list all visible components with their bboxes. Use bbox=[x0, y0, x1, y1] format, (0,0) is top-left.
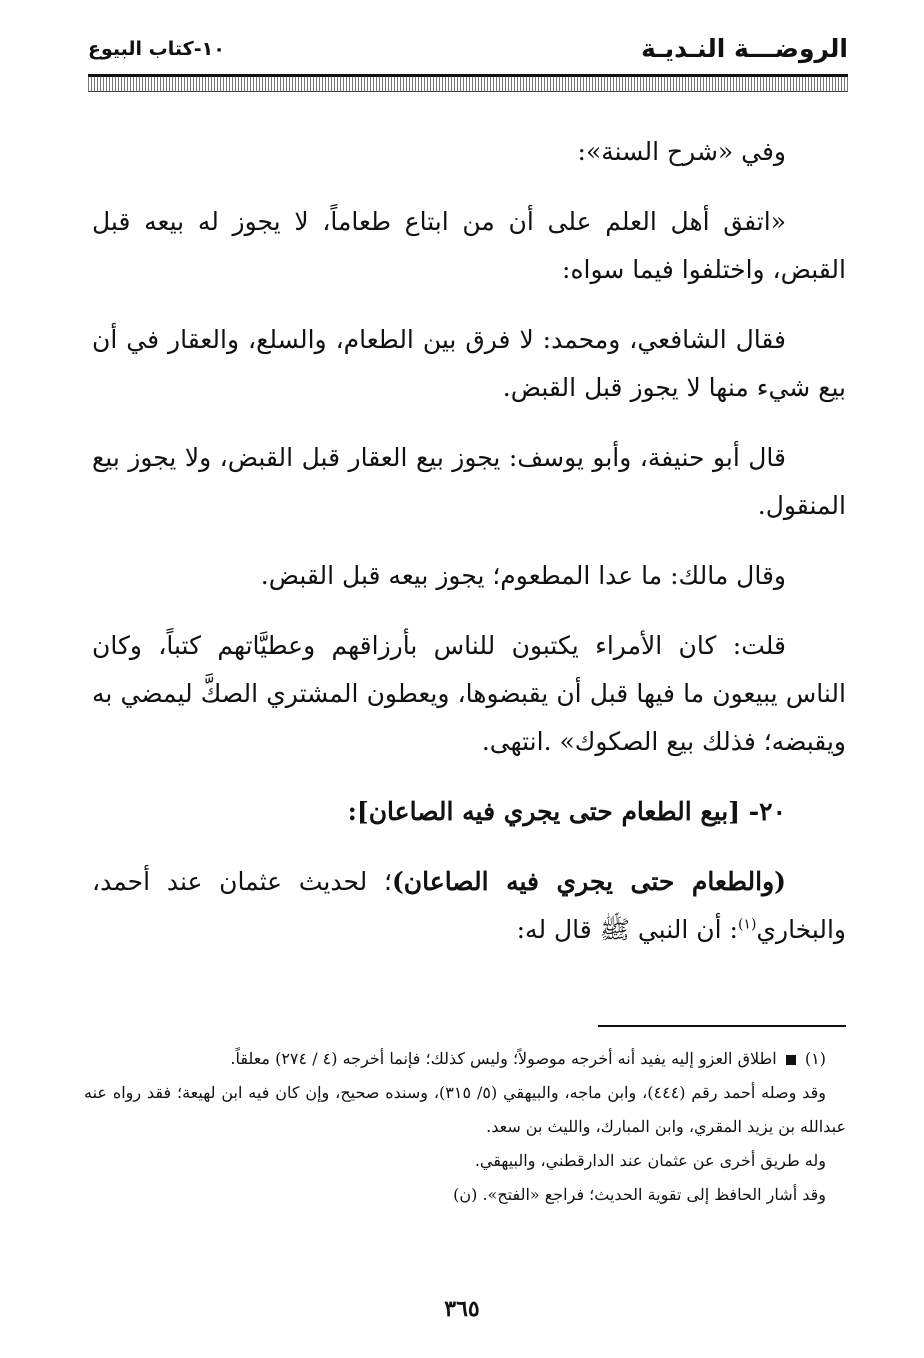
paragraph-6: قلت: كان الأمراء يكتبون للناس بأرزاقهم وعطيَّاتهم كتباً، وكان الناس يبيعون ما فيها قبل أن يقبضوها، ويعطون المشتري الصكَّ ليمضي به ويقبضه؛ فذلك بيع الصكوك» .انتهى. bbox=[92, 631, 846, 756]
footnote-line-4: وقد أشار الحافظ إلى تقوية الحديث؛ فراجع «الفتح». (ن) bbox=[453, 1185, 826, 1204]
footnote-ref: (١) bbox=[737, 916, 757, 933]
paragraph-3: فقال الشافعي، ومحمد: لا فرق بين الطعام، والسلع، والعقار في أن بيع شيء منها لا يجوز قبل القبض. bbox=[92, 325, 846, 402]
book-title: الروضـــة النـديـة bbox=[641, 34, 848, 63]
paragraph-4: قال أبو حنيفة، وأبو يوسف: يجوز بيع العقار قبل القبض، ولا يجوز بيع المنقول. bbox=[92, 443, 846, 520]
running-header bbox=[88, 34, 848, 74]
footnote-1 bbox=[84, 1042, 846, 1076]
paragraph-7-text-a: ؛ لحديث عثمان عند أحمد، والبخاري bbox=[92, 867, 846, 944]
footnote-line-2: وقد وصله أحمد رقم (٤٤٤)، وابن ماجه، والبيهقي (٥/ ٣١٥)، وسنده صحيح، وإن كان فيه ابن لهيعة؛ فقد رواه عنه عبدالله بن يزيد المقري، وابن المبارك، والليث بن سعد. bbox=[84, 1083, 846, 1136]
header-divider bbox=[88, 74, 848, 92]
paragraph-7 bbox=[92, 858, 846, 954]
paragraph-7-bold: (والطعام حتى يجري فيه الصاعان) bbox=[391, 867, 787, 896]
footnote-line-1: اطلاق العزو إليه يفيد أنه أخرجه موصولاً؛ وليس كذلك؛ فإنما أخرجه (٤ / ٢٧٤) معلقاً. bbox=[230, 1049, 777, 1068]
paragraph-1: وفي «شرح السنة»: bbox=[577, 137, 786, 166]
footnote-divider bbox=[598, 1025, 846, 1027]
page-number: ٣٦٥ bbox=[444, 1296, 480, 1322]
chapter-title: ١٠-كتاب البيوع bbox=[88, 38, 225, 60]
footnotes bbox=[84, 1042, 846, 1212]
footnote-line-3: وله طريق أخرى عن عثمان عند الدارقطني، والبيهقي. bbox=[474, 1151, 826, 1170]
footnote-number: (١) bbox=[804, 1049, 826, 1068]
paragraph-2: «اتفق أهل العلم على أن من ابتاع طعاماً، لا يجوز له بيعه قبل القبض، واختلفوا فيما سواه: bbox=[92, 207, 846, 284]
paragraph-5: وقال مالك: ما عدا المطعوم؛ يجوز بيعه قبل القبض. bbox=[260, 561, 786, 590]
square-bullet-icon bbox=[786, 1055, 796, 1065]
section-heading bbox=[92, 788, 846, 836]
section-title: [بيع الطعام حتى يجري فيه الصاعان]: bbox=[347, 797, 741, 826]
section-number: ٢٠- bbox=[748, 797, 786, 826]
main-text bbox=[92, 128, 846, 976]
paragraph-7-text-b: : أن النبي ﷺ قال له: bbox=[516, 915, 738, 944]
